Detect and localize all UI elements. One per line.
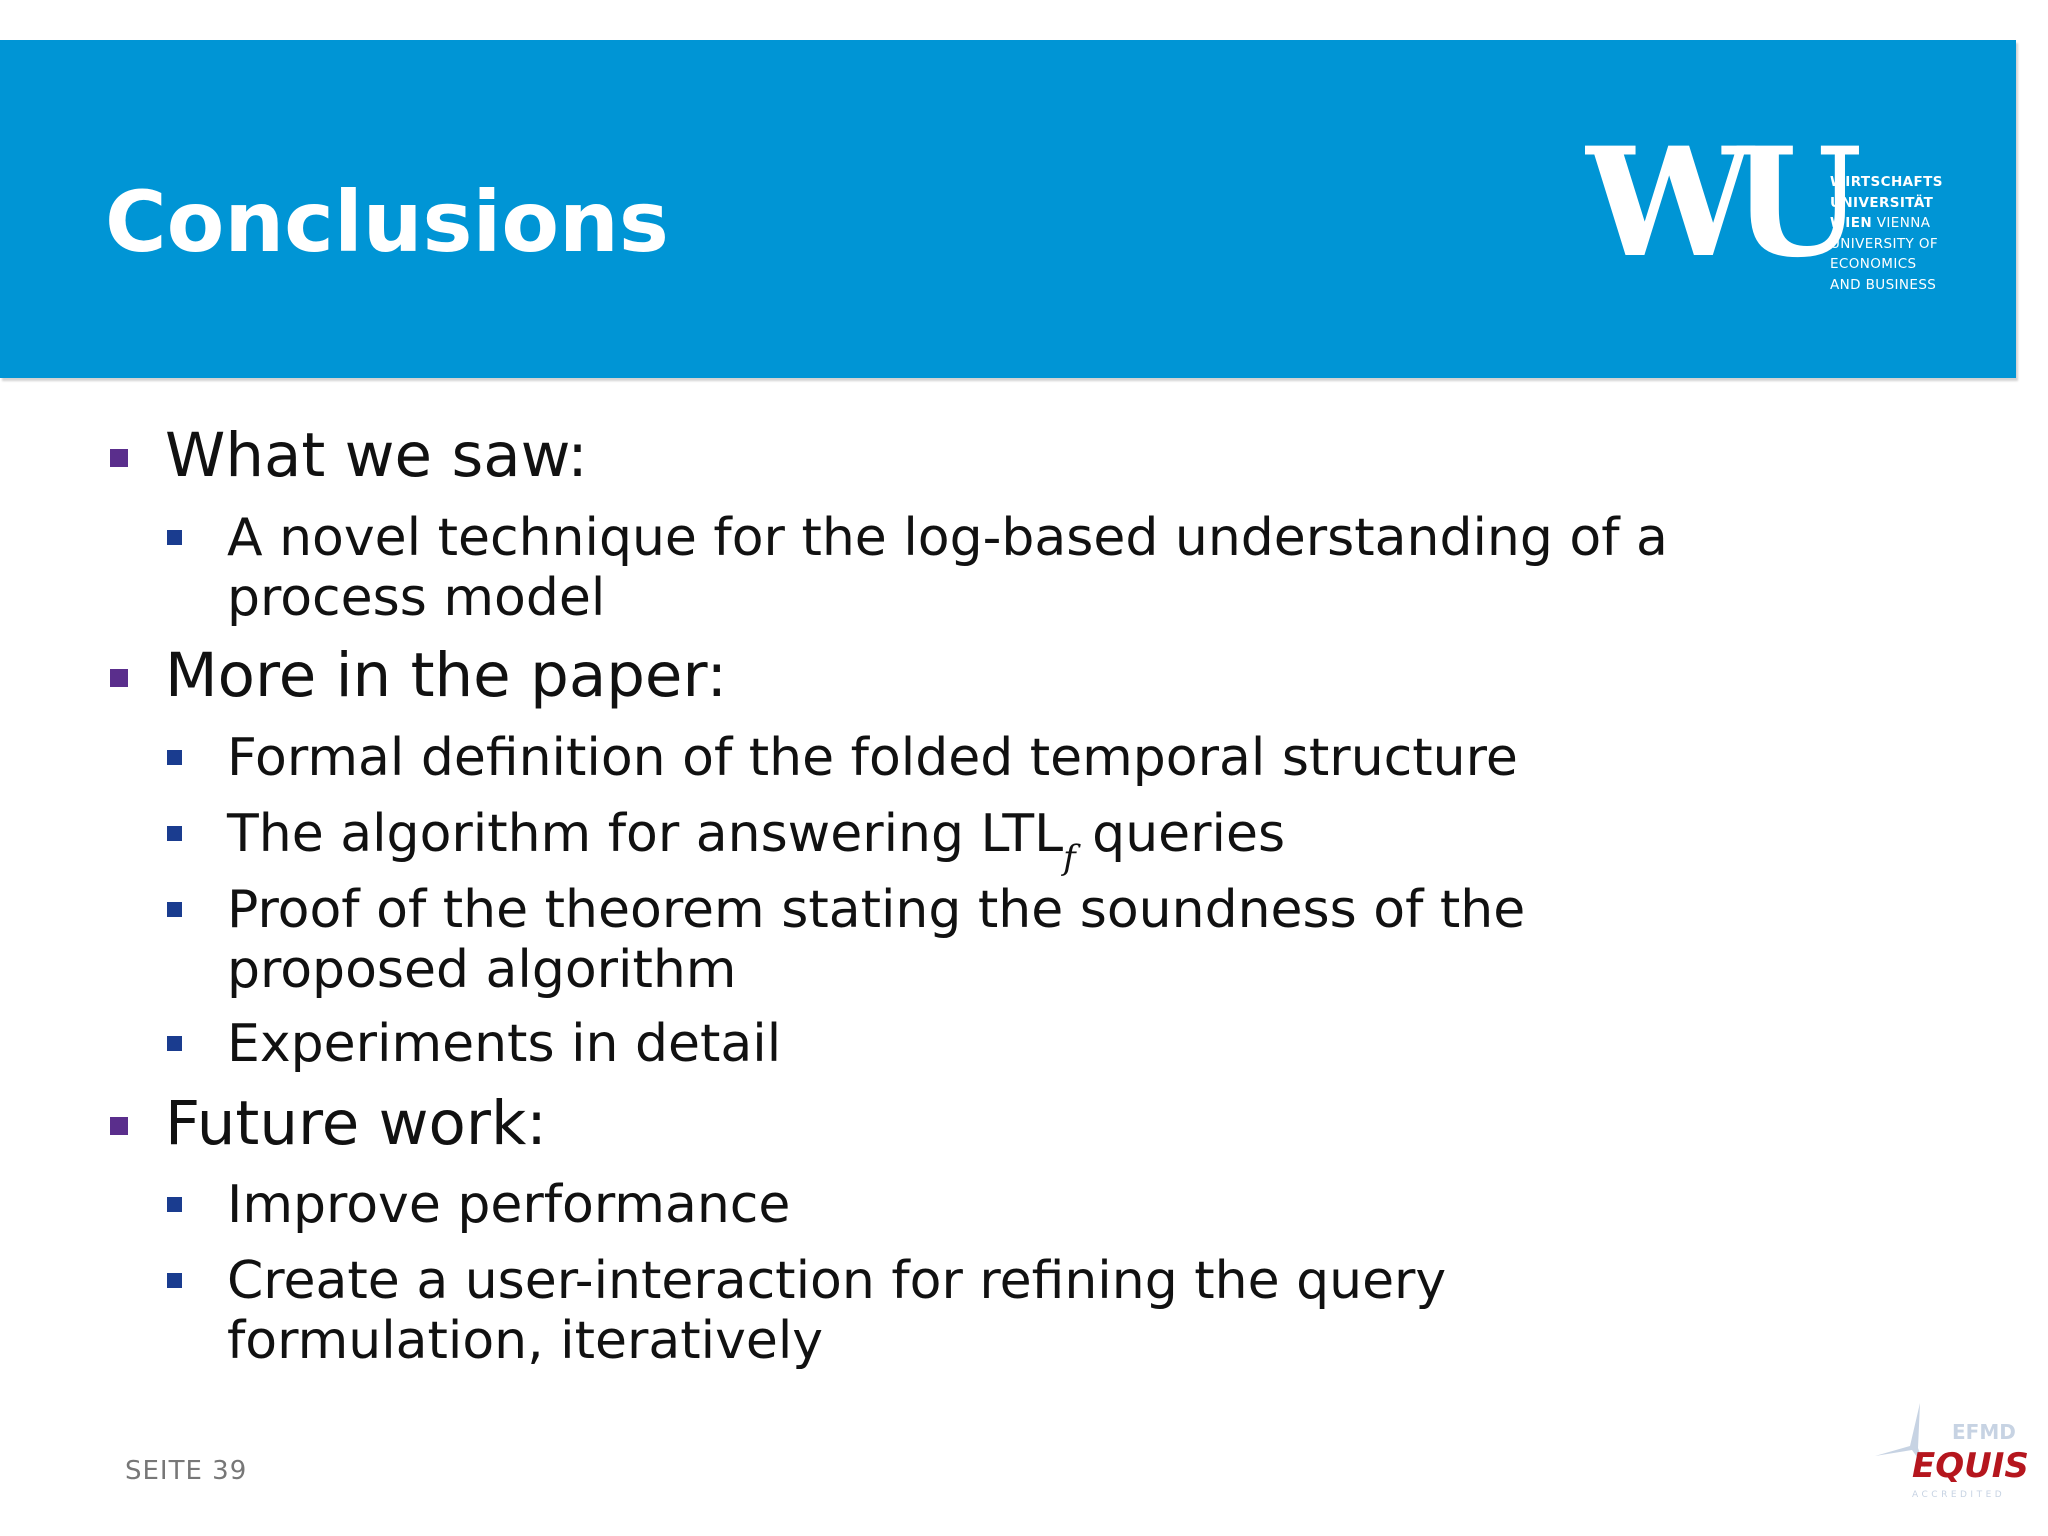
sub-bullet-marker xyxy=(167,1036,182,1051)
sub-bullet-marker xyxy=(167,750,182,765)
list-item: The algorithm for answering $LTL_f$ queries xyxy=(227,804,1286,878)
section-heading-more-in-paper: More in the paper: xyxy=(165,640,728,711)
sub-bullet-marker xyxy=(167,826,182,841)
sub-bullet-marker xyxy=(167,530,182,545)
section-heading-future-work: Future work: xyxy=(165,1088,547,1159)
list-item: Create a user-interaction for refining the query formulation, iteratively xyxy=(227,1251,1447,1371)
list-item: Improve performance xyxy=(227,1175,791,1235)
list-item: Experiments in detail xyxy=(227,1014,782,1074)
list-item: Formal definition of the folded temporal structure xyxy=(227,728,1518,788)
sub-bullet-marker xyxy=(167,1197,182,1212)
slide-title: Conclusions xyxy=(105,173,669,271)
ltl-subscript: f xyxy=(1063,838,1076,878)
wu-logo-mark: WU xyxy=(1585,135,1841,291)
bullet-marker xyxy=(110,1117,128,1135)
accredited-label: ACCREDITED xyxy=(1912,1490,2006,1500)
sub-bullet-marker xyxy=(167,1273,182,1288)
wu-logo-text: WIRTSCHAFTS UNIVERSITÄT WIEN VIENNA UNIVERSITY OF ECONOMICS AND BUSINESS xyxy=(1830,174,1943,293)
section-heading-what-we-saw: What we saw: xyxy=(165,420,588,491)
sub-bullet-marker xyxy=(167,902,182,917)
bullet-marker xyxy=(110,449,128,467)
equis-label: EQUIS xyxy=(1912,1446,2029,1486)
page-number: SEITE 39 xyxy=(125,1456,248,1486)
list-item: A novel technique for the log-based understanding of a process model xyxy=(227,508,1668,628)
bullet-marker xyxy=(110,669,128,687)
list-item: Proof of the theorem stating the soundness of the proposed algorithm xyxy=(227,880,1526,1000)
efmd-label: EFMD xyxy=(1952,1420,2016,1444)
